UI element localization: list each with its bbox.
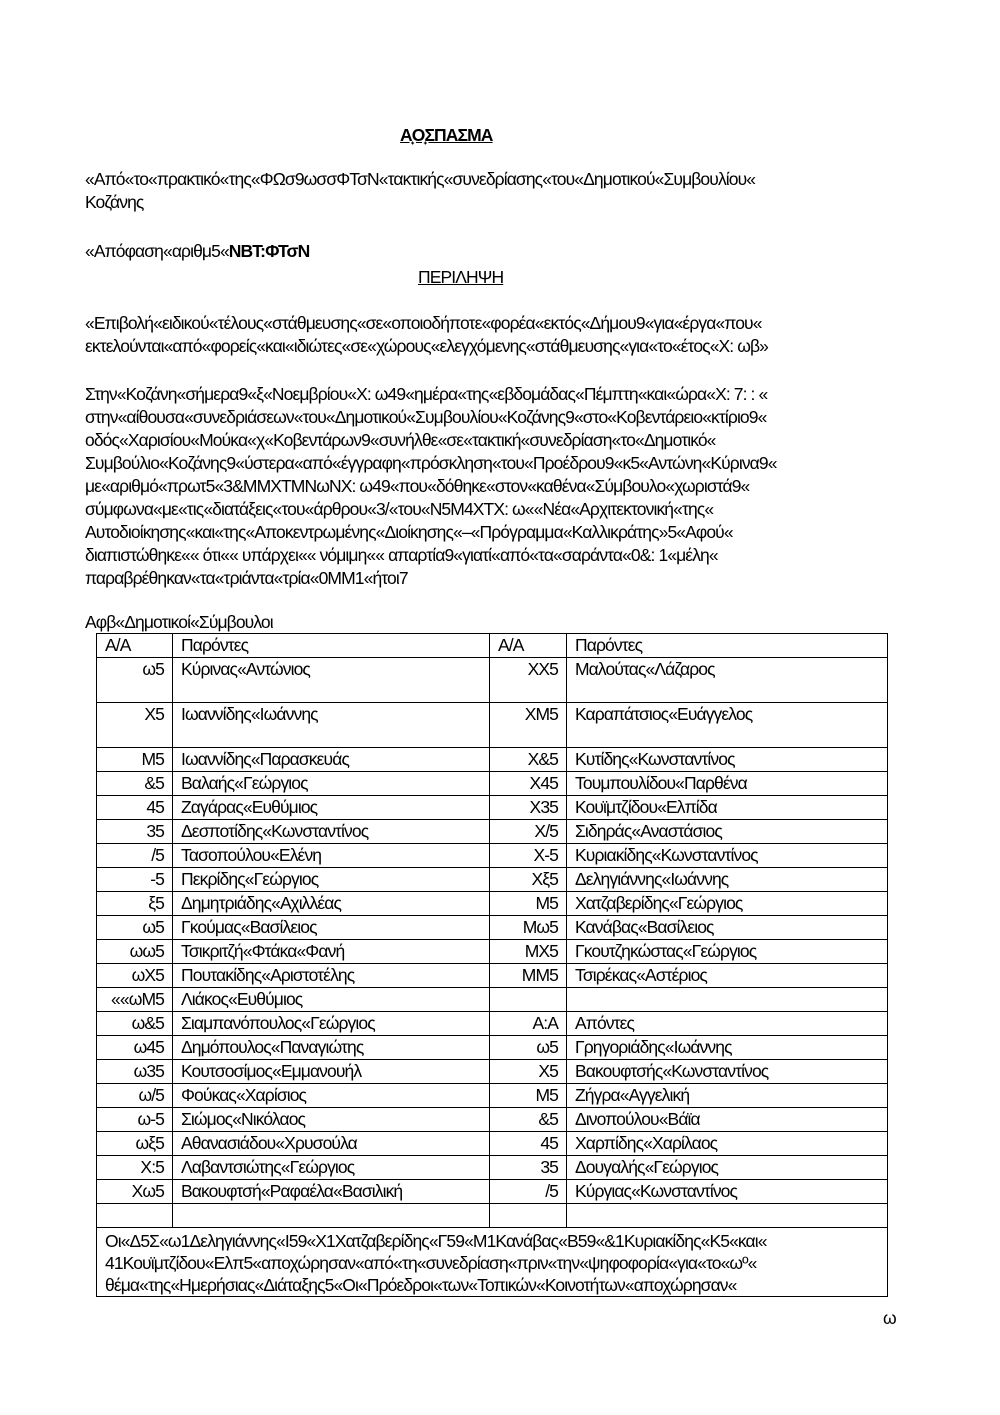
member-name-cell: Πουτακίδης«Αριστοτέλης: [173, 964, 490, 988]
member-name-cell: Σιώμος«Νικόλαος: [173, 1108, 490, 1132]
row-number-cell: 45: [97, 796, 173, 820]
row-number-cell: [97, 1204, 173, 1228]
member-name-cell: Κουτσοσίμος«Εμμανουήλ: [173, 1060, 490, 1084]
row-number-cell: ΧΧ5: [490, 658, 567, 703]
paragraph-line: διαπιστώθηκε«« ότι«« υπάρχει«« νόμιμη«« απαρτία9«γιατί«από«τα«σαράντα«0&: 1«μέλη«: [85, 545, 718, 565]
section-label: Αφβ«Δημοτικοί«Σύμβουλοι: [85, 612, 273, 632]
table-row: [97, 1156, 888, 1180]
member-name-cell: Δεληγιάννης«Ιωάννης: [567, 868, 888, 892]
member-name-cell: Κουϊμτζίδου«Ελπίδα: [567, 796, 888, 820]
header-cell: Παρόντες: [173, 634, 490, 658]
member-name-cell: Βαλαής«Γεώργιος: [173, 772, 490, 796]
table-row: [97, 1036, 888, 1060]
document-title: Α̟Ο̟ΣΠΑΣΜΑ: [400, 125, 493, 145]
member-name-cell: Χαρπίδης«Χαρίλαος: [567, 1132, 888, 1156]
row-number-cell: &5: [490, 1108, 567, 1132]
row-number-cell: &5: [97, 772, 173, 796]
table-row: [97, 658, 888, 703]
row-number-cell: Χ:5: [97, 1156, 173, 1180]
member-name-cell: Σιδηράς«Αναστάσιος: [567, 820, 888, 844]
row-number-cell: 35: [97, 820, 173, 844]
note-line: 41Κουϊμτζίδου«Ελπ5«αποχώρησαν«από«τη«συνεδρίαση«πριν«την«ψηφοφορία«για«το«ωº«: [105, 1253, 757, 1273]
paragraph-line: Στην«Κοζάνη«σήμερα9«ξ«Νοεμβρίου«Χ: ω49«ημέρα«της«εβδομάδας«Πέμπτη«και«ώρα«Χ: 7: : «: [85, 384, 768, 404]
table-row: [97, 892, 888, 916]
member-name-cell: Κανάβας«Βασίλειος: [567, 916, 888, 940]
member-name-cell: Δεσποτίδης«Κωνσταντίνος: [173, 820, 490, 844]
member-name-cell: Απόντες: [567, 1012, 888, 1036]
member-name-cell: Τασοπούλου«Ελένη: [173, 844, 490, 868]
page-number: ω: [883, 1308, 897, 1328]
note-line: Οι«Δ5Σ«ω1Δεληγιάννης«Ι59«Χ1Χατζαβερίδης«Γ59«Μ1Κανάβας«Β59«&1Κυριακίδης«Κ5«και«: [105, 1231, 767, 1251]
row-number-cell: [490, 1204, 567, 1228]
row-number-cell: ω35: [97, 1060, 173, 1084]
paragraph-line: σύμφωνα«με«τις«διατάξεις«του«άρθρου«3/«του«Ν5Μ4ΧΤΧ: ω««Νέα«Αρχιτεκτονική«της«: [85, 499, 714, 519]
row-number-cell: Μω5: [490, 916, 567, 940]
table-row: [97, 748, 888, 772]
row-number-cell: ω45: [97, 1036, 173, 1060]
row-number-cell: Χ5: [490, 1060, 567, 1084]
header-cell: Α/Α: [97, 634, 173, 658]
paragraph-line: με«αριθμό«πρωτ5«3&ΜΜΧΤΜΝωΝΧ: ω49«που«δόθηκε«στον«καθένα«Σύμβουλο«χωριστά9«: [85, 476, 750, 496]
row-number-cell: 35: [490, 1156, 567, 1180]
member-name-cell: Γκούμας«Βασίλειος: [173, 916, 490, 940]
header-cell: Α/Α: [490, 634, 567, 658]
member-name-cell: Αθανασιάδου«Χρυσούλα: [173, 1132, 490, 1156]
council-members-table: [96, 633, 888, 1297]
row-number-cell: 45: [490, 1132, 567, 1156]
row-number-cell: [490, 988, 567, 1012]
member-name-cell: Ζήγρα«Αγγελική: [567, 1084, 888, 1108]
subject-heading: ΠΕΡΙΛΗΨΗ: [418, 267, 504, 287]
row-number-cell: ω/5: [97, 1084, 173, 1108]
table-row: [97, 1108, 888, 1132]
table-row: [97, 988, 888, 1012]
row-number-cell: Μ5: [490, 1084, 567, 1108]
table-row: [97, 964, 888, 988]
member-name-cell: [567, 1204, 888, 1228]
row-number-cell: /5: [490, 1180, 567, 1204]
row-number-cell: Χξ5: [490, 868, 567, 892]
table-row: [97, 940, 888, 964]
member-name-cell: [567, 988, 888, 1012]
member-name-cell: Καραπάτσιος«Ευάγγελος: [567, 703, 888, 748]
row-number-cell: Χ35: [490, 796, 567, 820]
row-number-cell: Χω5: [97, 1180, 173, 1204]
table-row: [97, 916, 888, 940]
member-name-cell: Ιωαννίδης«Ιωάννης: [173, 703, 490, 748]
member-name-cell: Κύργιας«Κωνσταντίνος: [567, 1180, 888, 1204]
member-name-cell: Βακουφτσή«Ραφαέλα«Βασιλική: [173, 1180, 490, 1204]
decision-line: [85, 240, 309, 262]
row-number-cell: ω5: [490, 1036, 567, 1060]
decision-number: ΝΒΤ:ΦΤσΝ: [228, 241, 310, 261]
member-name-cell: Κυριακίδης«Κωνσταντίνος: [567, 844, 888, 868]
member-name-cell: Δημητριάδης«Αχιλλέας: [173, 892, 490, 916]
paragraph-line: παραβρέθηκαν«τα«τριάντα«τρία«0ΜΜ1«ήτοι7: [85, 568, 408, 588]
table-row: [97, 1132, 888, 1156]
table-header-row: [97, 634, 888, 658]
row-number-cell: Χ45: [490, 772, 567, 796]
member-name-cell: Δημόπουλος«Παναγιώτης: [173, 1036, 490, 1060]
row-number-cell: ωω5: [97, 940, 173, 964]
row-number-cell: ω5: [97, 916, 173, 940]
paragraph-line: οδός«Χαρισίου«Μούκα«χ«Κοβεντάρων9«συνήλθε«σε«τακτική«συνεδρίαση«το«Δημοτικό«: [85, 430, 716, 450]
row-number-cell: ω5: [97, 658, 173, 703]
decision-label: «Απόφαση«αριθμ5«: [85, 241, 229, 261]
member-name-cell: Μαλούτας«Λάζαρος: [567, 658, 888, 703]
paragraph-line: Αυτοδιοίκησης«και«της«Αποκεντρωμένης«Διοίκησης«–«Πρόγραμμα«Καλλικράτης»5«Αφού«: [85, 522, 733, 542]
table-row: [97, 868, 888, 892]
member-name-cell: Φούκας«Χαρίσιος: [173, 1084, 490, 1108]
row-number-cell: Μ5: [490, 892, 567, 916]
row-number-cell: Α:Α: [490, 1012, 567, 1036]
member-name-cell: Τσιρέκας«Αστέριος: [567, 964, 888, 988]
row-number-cell: ΧΜ5: [490, 703, 567, 748]
table-row: [97, 796, 888, 820]
subject-line-1: «Επιβολή«ειδικού«τέλους«στάθμευσης«σε«οποιοδήποτε«φορέα«εκτός«Δήμου9«για«έργα«που«: [85, 313, 762, 333]
table-note-row: [97, 1228, 888, 1297]
table-row: [97, 1204, 888, 1228]
intro-line-1: «Από«το«πρακτικό«της«ΦΩσ9ωσσΦΤσΝ«τακτικής«συνεδρίασης«του«Δημοτικού«Συμβουλίου«: [85, 169, 756, 189]
subject-line-2: εκτελούνται«από«φορείς«και«ιδιώτες«σε«χώρους«ελεγχόμενης«στάθμευσης«για«το«έτος«Χ: ωβ»: [85, 336, 768, 356]
member-name-cell: Γκουτζηκώστας«Γεώργιος: [567, 940, 888, 964]
member-name-cell: Ιωαννίδης«Παρασκευάς: [173, 748, 490, 772]
member-name-cell: Γρηγοριάδης«Ιωάννης: [567, 1036, 888, 1060]
member-name-cell: Ζαγάρας«Ευθύμιος: [173, 796, 490, 820]
row-number-cell: ξ5: [97, 892, 173, 916]
row-number-cell: ωξ5: [97, 1132, 173, 1156]
member-name-cell: Κυτίδης«Κωνσταντίνος: [567, 748, 888, 772]
row-number-cell: ω&5: [97, 1012, 173, 1036]
row-number-cell: Χ&5: [490, 748, 567, 772]
table-row: [97, 1012, 888, 1036]
row-number-cell: ΜΧ5: [490, 940, 567, 964]
member-name-cell: Τουμπουλίδου«Παρθένα: [567, 772, 888, 796]
row-number-cell: Μ5: [97, 748, 173, 772]
member-name-cell: Πεκρίδης«Γεώργιος: [173, 868, 490, 892]
member-name-cell: Δουγαλής«Γεώργιος: [567, 1156, 888, 1180]
row-number-cell: ω-5: [97, 1108, 173, 1132]
table-row: [97, 820, 888, 844]
table-row: [97, 844, 888, 868]
table-row: [97, 1060, 888, 1084]
member-name-cell: Τσικριτζή«Φτάκα«Φανή: [173, 940, 490, 964]
row-number-cell: Χ/5: [490, 820, 567, 844]
paragraph-line: Συμβούλιο«Κοζάνης9«ύστερα«από«έγγραφη«πρόσκληση«του«Προέδρου9«κ5«Αντώνη«Κύρινα9«: [85, 453, 777, 473]
row-number-cell: ωΧ5: [97, 964, 173, 988]
row-number-cell: Χ-5: [490, 844, 567, 868]
member-name-cell: Λιάκος«Ευθύμιος: [173, 988, 490, 1012]
header-cell: Παρόντες: [567, 634, 888, 658]
paragraph-line: στην«αίθουσα«συνεδριάσεων«του«Δημοτικού«Συμβουλίου«Κοζάνης9«στο«Κοβεντάρειο«κτίριο9«: [85, 407, 767, 427]
row-number-cell: ΜΜ5: [490, 964, 567, 988]
table-row: [97, 772, 888, 796]
member-name-cell: Σιαμπανόπουλος«Γεώργιος: [173, 1012, 490, 1036]
row-number-cell: ««ωΜ5: [97, 988, 173, 1012]
table-row: [97, 1180, 888, 1204]
row-number-cell: /5: [97, 844, 173, 868]
member-name-cell: Δινοπούλου«Βάϊα: [567, 1108, 888, 1132]
table-row: [97, 1084, 888, 1108]
note-line: θέμα«της«Ημερήσιας«Διάταξης5«Οι«Πρόεδροι«των«Τοπικών«Κοινοτήτων«αποχώρησαν«: [105, 1275, 737, 1295]
member-name-cell: Βακουφτσής«Κωνσταντίνος: [567, 1060, 888, 1084]
member-name-cell: Χατζαβερίδης«Γεώργιος: [567, 892, 888, 916]
intro-line-2: Κοζάνης: [85, 192, 144, 212]
member-name-cell: [173, 1204, 490, 1228]
table-row: [97, 703, 888, 748]
row-number-cell: Χ5: [97, 703, 173, 748]
member-name-cell: Κύρινας«Αντώνιος: [173, 658, 490, 703]
row-number-cell: -5: [97, 868, 173, 892]
member-name-cell: Λαβαντσιώτης«Γεώργιος: [173, 1156, 490, 1180]
table-note-cell: [97, 1228, 888, 1297]
